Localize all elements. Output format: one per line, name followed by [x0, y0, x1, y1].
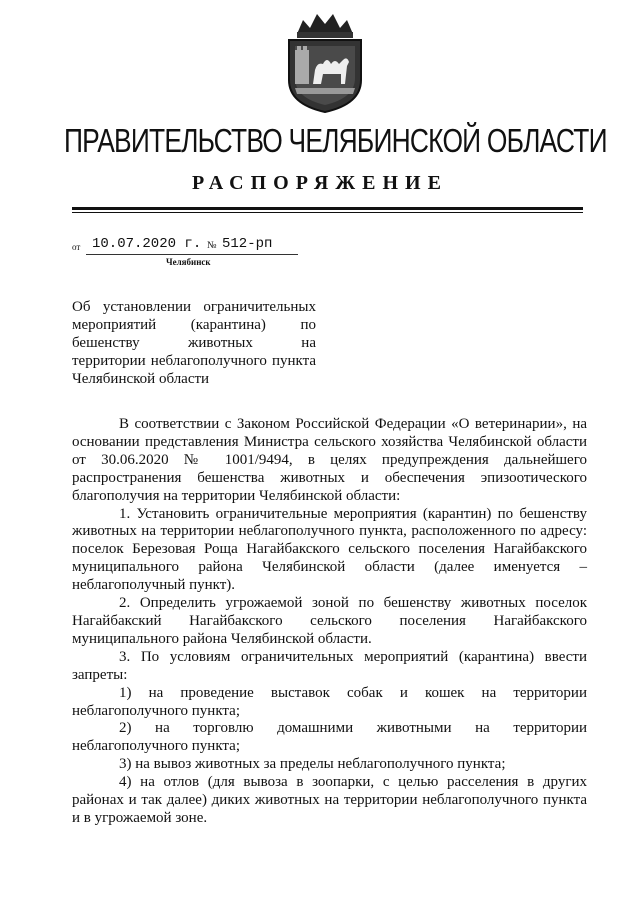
coat-of-arms-emblem — [283, 10, 367, 114]
document-type-heading: РАСПОРЯЖЕНИЕ — [192, 172, 448, 194]
subject-block — [72, 298, 316, 388]
subject-line: Челябинской области — [72, 371, 210, 387]
city-label: Челябинск — [166, 257, 211, 267]
document-number: 512-рп — [222, 236, 273, 252]
meta-underline — [86, 254, 298, 255]
from-label: от — [72, 242, 81, 252]
subject-line: территории неблагополучного пункта — [72, 353, 316, 369]
number-sign: № — [207, 240, 217, 251]
subject-line: бешенству животных на — [72, 335, 316, 351]
body-paragraph-item-3: 3. По условиям ограничительных мероприятий (карантина) ввести запреты: — [72, 648, 587, 683]
document-body — [72, 416, 587, 828]
body-paragraph-preamble: В соответствии с Законом Российской Федерации «О ветеринарии», на основании представления Министра сельского хозяйства Челябинской области от 30.06.2020 № 1001/9494, в целях предупреждения дальнейшего распространения бешенства животных и обеспечения эпизоотического благополучия на территории Челябинской области: — [72, 416, 587, 504]
header-rule-thick — [72, 207, 583, 210]
subject-line: Об установлении ограничительных — [72, 299, 316, 315]
government-title: ПРАВИТЕЛЬСТВО ЧЕЛЯБИНСКОЙ ОБЛАСТИ — [64, 122, 607, 159]
header-rule-thin — [72, 212, 583, 213]
body-paragraph-item-2: 2. Определить угрожаемой зоной по бешенству животных поселок Нагайбакский Нагайбакского сельского поселения Нагайбакского муниципального района Челябинской области. — [72, 595, 587, 647]
body-subitem-1: 1) на проведение выставок собак и кошек на территории неблагополучного пункта; — [72, 684, 587, 719]
body-subitem-3: 3) на вывоз животных за пределы неблагополучного пункта; — [119, 756, 506, 773]
document-meta-line — [72, 236, 300, 256]
body-subitem-4: 4) на отлов (для вывоза в зоопарки, с целью расселения в других районах и так далее) диких животных на территории неблагополучного пункта и в угрожаемой зоне. — [72, 774, 587, 826]
body-subitem-2: 2) на торговлю домашними животными на территории неблагополучного пункта; — [72, 720, 587, 755]
subject-line: мероприятий (карантина) по — [72, 317, 316, 333]
document-date: 10.07.2020 г. — [92, 236, 202, 252]
body-paragraph-item-1: 1. Установить ограничительные мероприятия (карантин) по бешенству животных на территории неблагополучного пункта, расположенного по адресу: поселок Березовая Роща Нагайбакского сельского поселения Нагайбакского муниципального района Челябинской области (далее именуется – неблагополучный пункт). — [72, 505, 587, 594]
